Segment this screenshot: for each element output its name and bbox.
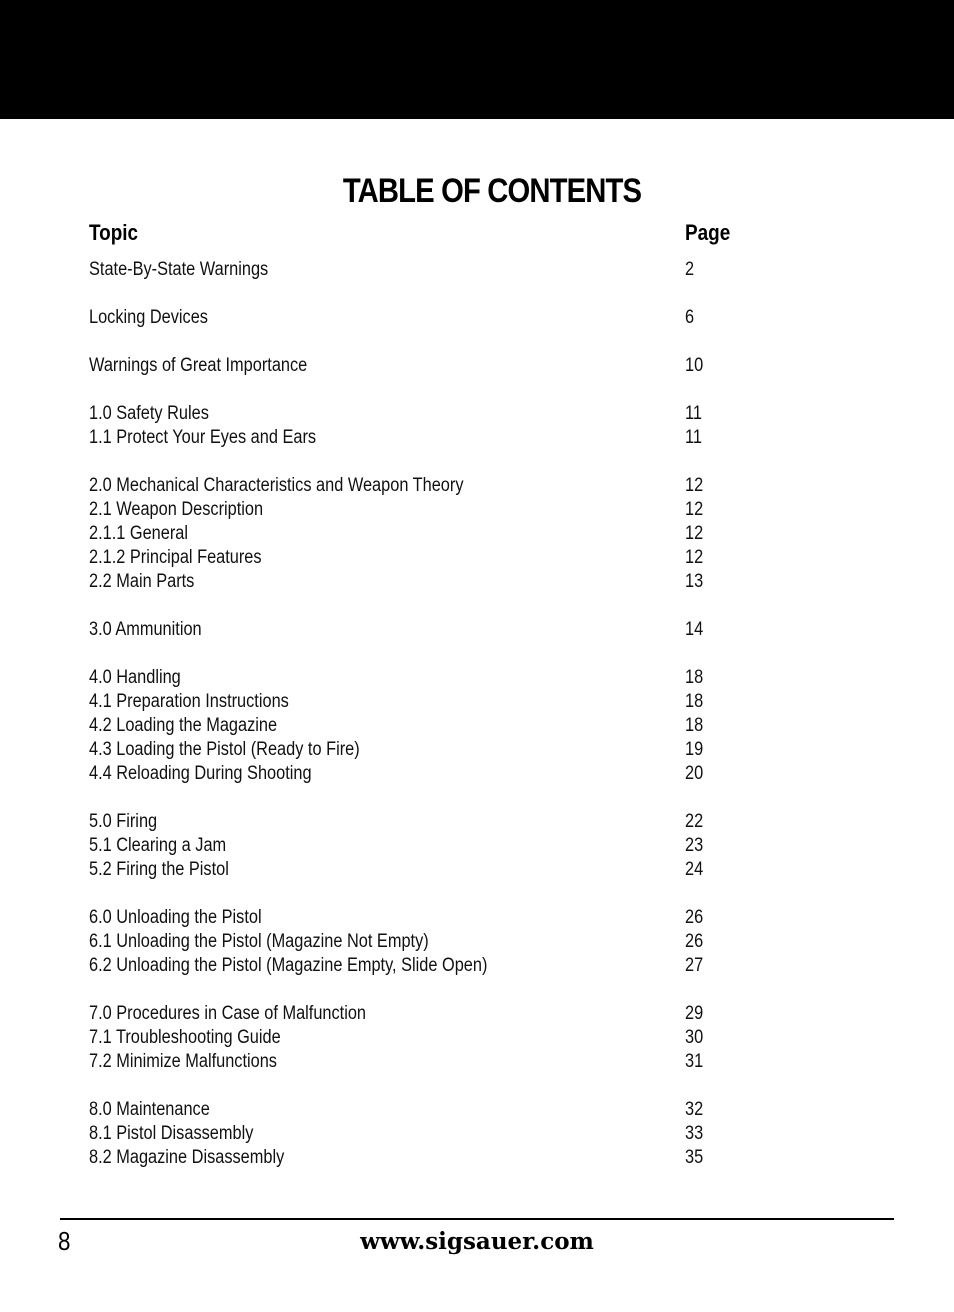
- footer-website: www.sigsauer.com: [360, 1228, 594, 1255]
- toc-entry-topic: 2.0 Mechanical Characteristics and Weapon Theory: [89, 475, 464, 496]
- toc-entry[interactable]: [89, 498, 789, 522]
- toc-entry[interactable]: [89, 402, 789, 426]
- toc-entry-page: 18: [685, 667, 704, 688]
- toc-entry-topic: 3.0 Ammunition: [89, 619, 202, 640]
- toc-entry-page: 32: [685, 1099, 704, 1120]
- toc-entry[interactable]: [89, 474, 789, 498]
- toc-entry-topic: 8.0 Maintenance: [89, 1099, 210, 1120]
- toc-entry[interactable]: [89, 906, 789, 930]
- toc-entry-page: 12: [685, 499, 704, 520]
- toc-entry[interactable]: [89, 354, 789, 378]
- toc-entry-page: 6: [685, 307, 695, 328]
- topic-column-header: Topic: [89, 220, 139, 245]
- toc-entry[interactable]: [89, 1050, 789, 1074]
- toc-entry[interactable]: [89, 690, 789, 714]
- toc-entry-topic: 8.1 Pistol Disassembly: [89, 1123, 254, 1144]
- toc-entry-page: 18: [685, 715, 704, 736]
- toc-entry-page: 2: [685, 259, 695, 280]
- toc-entry-page: 19: [685, 739, 704, 760]
- page-column-header: Page: [685, 220, 731, 245]
- toc-entry-topic: 4.3 Loading the Pistol (Ready to Fire): [89, 739, 360, 760]
- toc-entry-page: 33: [685, 1123, 704, 1144]
- toc-entry-topic: 5.0 Firing: [89, 811, 158, 832]
- toc-entry[interactable]: [89, 762, 789, 786]
- toc-entry[interactable]: [89, 1098, 789, 1122]
- toc-entry-page: 29: [685, 1003, 704, 1024]
- toc-entry-topic: State-By-State Warnings: [89, 259, 269, 280]
- toc-entry-page: 27: [685, 955, 704, 976]
- toc-entry-page: 30: [685, 1027, 704, 1048]
- toc-entry[interactable]: [89, 810, 789, 834]
- toc-entry[interactable]: [89, 834, 789, 858]
- toc-entry-topic: Locking Devices: [89, 307, 208, 328]
- toc-entry-topic: 2.1 Weapon Description: [89, 499, 264, 520]
- toc-entry-page: 26: [685, 907, 704, 928]
- toc-entry[interactable]: [89, 570, 789, 594]
- header-bar: [0, 0, 954, 119]
- toc-entry-page: 35: [685, 1147, 704, 1168]
- toc-entry[interactable]: [89, 714, 789, 738]
- toc-entry-page: 22: [685, 811, 704, 832]
- footer-page-number: 8: [58, 1226, 71, 1256]
- toc-entry-page: 10: [685, 355, 704, 376]
- toc-entry-topic: 2.2 Main Parts: [89, 571, 195, 592]
- toc-entry[interactable]: [89, 954, 789, 978]
- toc-entry-topic: 4.1 Preparation Instructions: [89, 691, 289, 712]
- toc-entry-page: 18: [685, 691, 704, 712]
- toc-entry-topic: 6.1 Unloading the Pistol (Magazine Not Empty): [89, 931, 429, 952]
- toc-entry[interactable]: [89, 522, 789, 546]
- toc-entry-topic: 7.1 Troubleshooting Guide: [89, 1027, 281, 1048]
- toc-entry-page: 11: [685, 403, 702, 424]
- toc-entry[interactable]: [89, 258, 789, 282]
- toc-entry-topic: 6.2 Unloading the Pistol (Magazine Empty, Slide Open): [89, 955, 488, 976]
- toc-entry[interactable]: [89, 1122, 789, 1146]
- toc-entry[interactable]: [89, 930, 789, 954]
- toc-entry-page: 23: [685, 835, 704, 856]
- toc-entry-page: 24: [685, 859, 704, 880]
- toc-entry-topic: 4.4 Reloading During Shooting: [89, 763, 312, 784]
- toc-entry-page: 13: [685, 571, 704, 592]
- toc-entry[interactable]: [89, 1026, 789, 1050]
- toc-entry-page: 11: [685, 427, 702, 448]
- toc-list: [89, 258, 789, 1170]
- toc-entry[interactable]: [89, 1002, 789, 1026]
- toc-entry-topic: 2.1.1 General: [89, 523, 189, 544]
- toc-entry[interactable]: [89, 618, 789, 642]
- toc-entry-topic: 2.1.2 Principal Features: [89, 547, 262, 568]
- toc-entry-topic: Warnings of Great Importance: [89, 355, 308, 376]
- toc-entry-page: 20: [685, 763, 704, 784]
- toc-entry-topic: 8.2 Magazine Disassembly: [89, 1147, 285, 1168]
- toc-entry-page: 14: [685, 619, 704, 640]
- toc-entry-page: 31: [685, 1051, 704, 1072]
- toc-entry[interactable]: [89, 306, 789, 330]
- toc-entry-topic: 1.0 Safety Rules: [89, 403, 209, 424]
- toc-entry-page: 26: [685, 931, 704, 952]
- toc-entry-page: 12: [685, 547, 704, 568]
- toc-entry-topic: 4.0 Handling: [89, 667, 181, 688]
- toc-entry-topic: 5.2 Firing the Pistol: [89, 859, 229, 880]
- toc-entry[interactable]: [89, 666, 789, 690]
- toc-entry-topic: 7.0 Procedures in Case of Malfunction: [89, 1003, 367, 1024]
- footer-divider: [60, 1218, 894, 1220]
- toc-entry-topic: 1.1 Protect Your Eyes and Ears: [89, 427, 317, 448]
- page-title: TABLE OF CONTENTS: [342, 172, 642, 210]
- toc-entry-topic: 6.0 Unloading the Pistol: [89, 907, 262, 928]
- toc-entry-topic: 7.2 Minimize Malfunctions: [89, 1051, 277, 1072]
- toc-entry-page: 12: [685, 475, 704, 496]
- toc-entry[interactable]: [89, 546, 789, 570]
- toc-entry-topic: 4.2 Loading the Magazine: [89, 715, 278, 736]
- toc-entry-page: 12: [685, 523, 704, 544]
- toc-entry-topic: 5.1 Clearing a Jam: [89, 835, 227, 856]
- toc-entry[interactable]: [89, 738, 789, 762]
- toc-entry[interactable]: [89, 426, 789, 450]
- toc-entry[interactable]: [89, 858, 789, 882]
- toc-entry[interactable]: [89, 1146, 789, 1170]
